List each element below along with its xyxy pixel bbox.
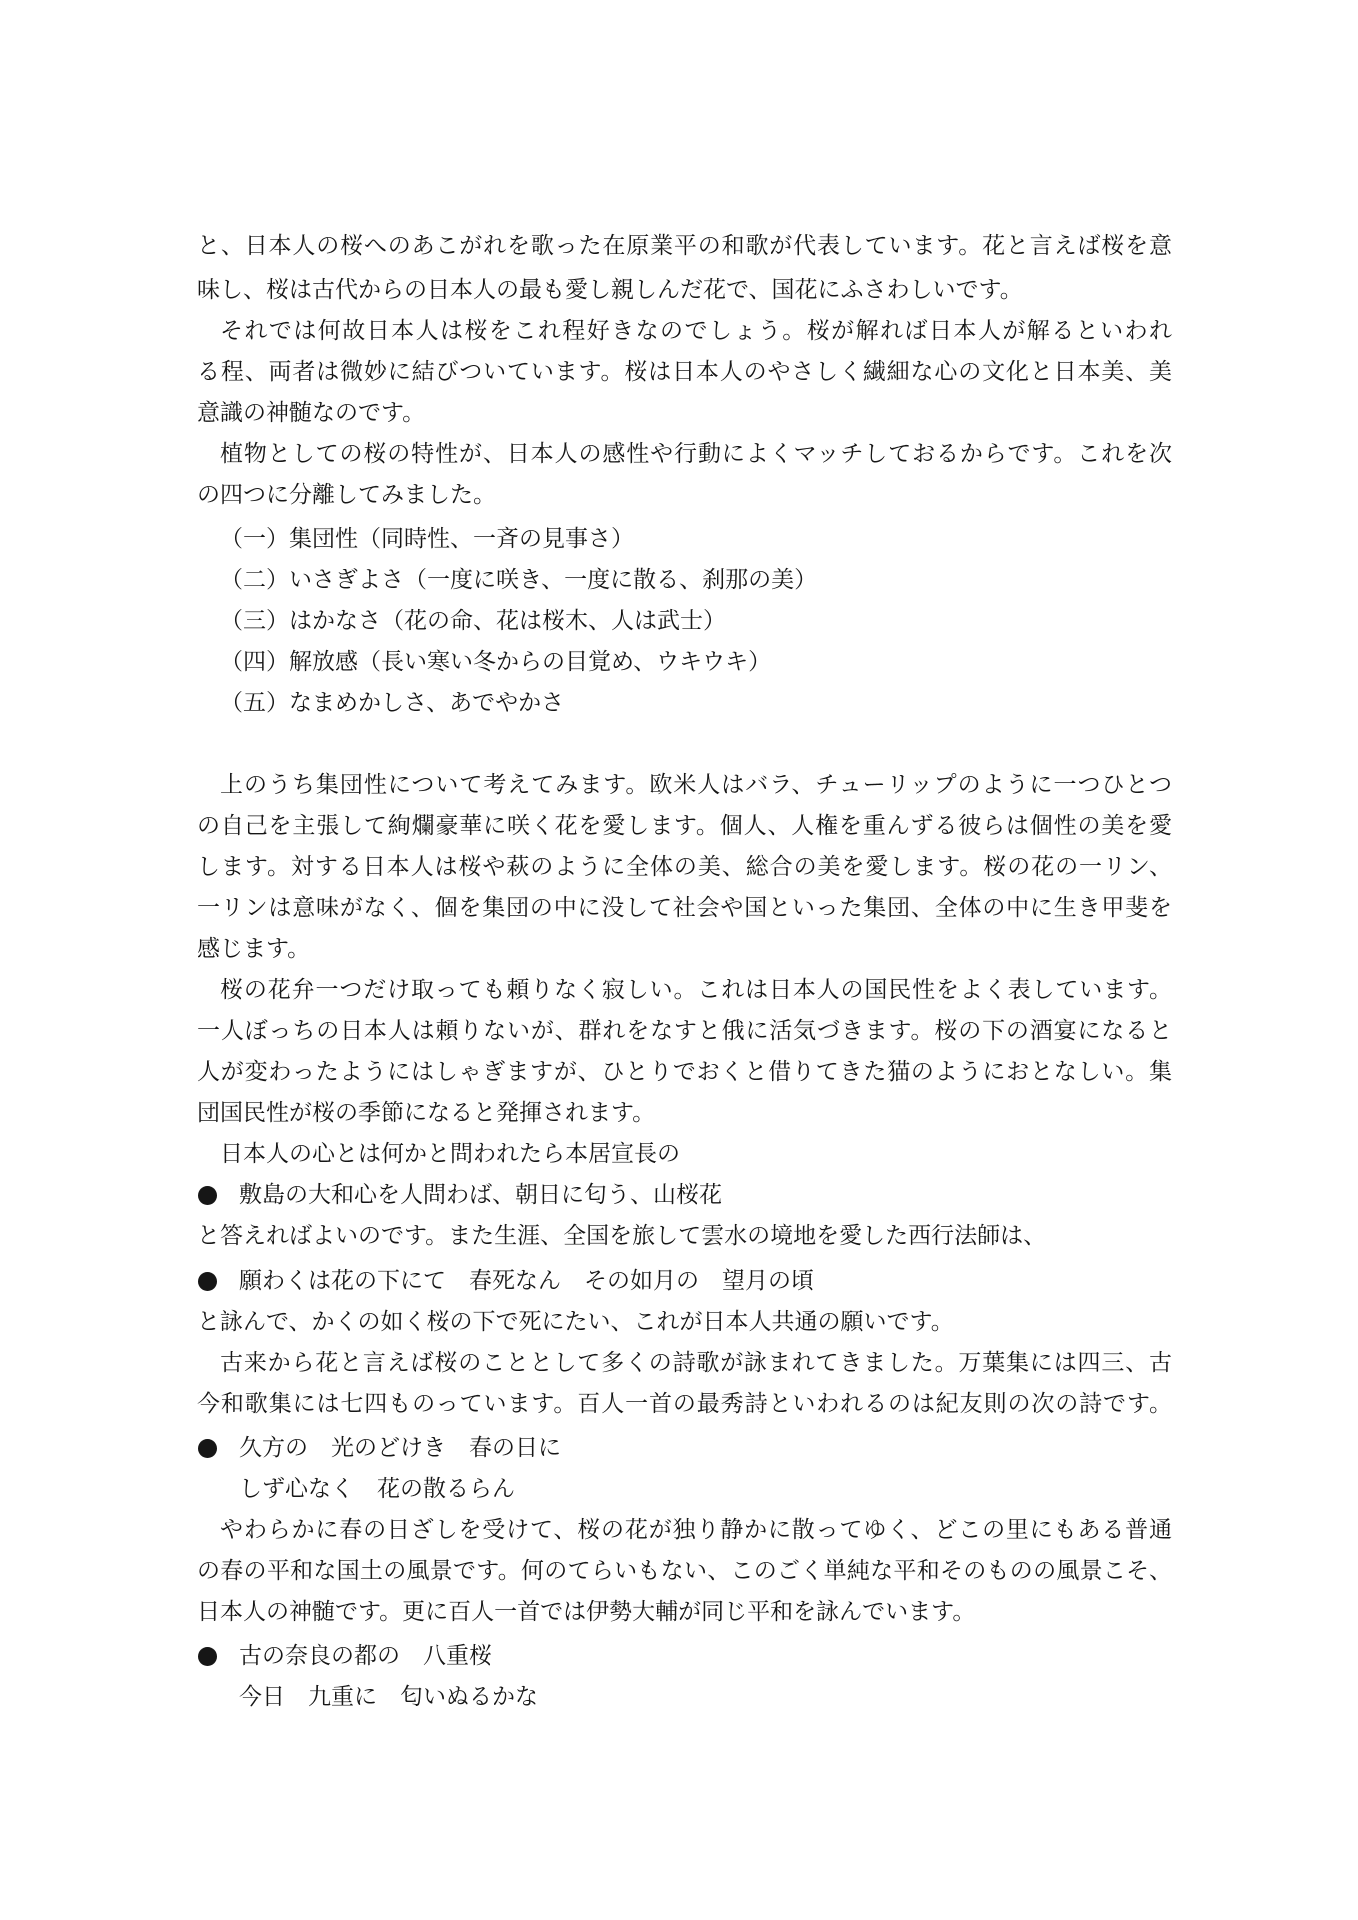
text-line: 上のうち集団性について考えてみます。欧米人はバラ、チューリップのように一つひとつ [220, 772, 1172, 798]
text-line: 一リンは意味がなく、個を集団の中に没して社会や国といった集団、全体の中に生き甲斐を [197, 895, 1172, 921]
text-line: 今和歌集には七四ものっています。百人一首の最秀詩といわれるのは紀友則の次の詩です。 [197, 1391, 1172, 1417]
text-line: それでは何故日本人は桜をこれ程好きなのでしょう。桜が解れば日本人が解るといわれ [220, 318, 1173, 344]
text-line: 一人ぼっちの日本人は頼りないが、群れをなすと俄に活気づきます。桜の下の酒宴になると [197, 1018, 1172, 1044]
poem-saigyo [197, 1261, 1172, 1302]
poem-ise [197, 1636, 1172, 1718]
poem-line [197, 1636, 1172, 1677]
text-line: 感じます。 [197, 936, 311, 962]
paragraph-peace [197, 1510, 1172, 1633]
poem-text: 久方の 光のどけき 春の日に [239, 1435, 561, 1461]
paragraph-after-norinaga [197, 1216, 1172, 1257]
poem-line: 今日 九重に 匂いぬるかな [239, 1684, 538, 1710]
poem-text: 古の奈良の都の 八重桜 [239, 1643, 492, 1669]
text-line: と、日本人の桜へのあこがれを歌った在原業平の和歌が代表しています。花と言えば桜を意 [197, 233, 1172, 259]
text-line: の春の平和な国土の風景です。何のてらいもない、このごく単純な平和そのものの風景こそ、 [197, 1558, 1172, 1584]
poem-text: 敷島の大和心を人問わば、朝日に匂う、山桜花 [239, 1182, 722, 1208]
text-line: と答えればよいのです。また生涯、全国を旅して雲水の境地を愛した西行法師は、 [197, 1223, 1047, 1249]
poem-text: 願わくは花の下にて 春死なん その如月の 望月の頃 [239, 1268, 814, 1294]
text-line: の自己を主張して絢爛豪華に咲く花を愛します。個人、人権を重んずる彼らは個性の美を愛 [197, 813, 1172, 839]
text-line: 植物としての桜の特性が、日本人の感性や行動によくマッチしておるからです。これを次 [220, 441, 1172, 467]
poem-line: しず心なく 花の散るらん [239, 1476, 515, 1502]
bullet-icon [198, 1186, 217, 1205]
list-item: （四）解放感（長い寒い冬からの目覚め、ウキウキ） [220, 649, 772, 675]
text-line: 古来から花と言えば桜のこととして多くの詩歌が詠まれてきました。万葉集には四三、古 [220, 1350, 1172, 1376]
poem-tomonori [197, 1428, 1172, 1510]
bullet-icon [198, 1272, 217, 1291]
poem-line [197, 1428, 1172, 1469]
text-line: 人が変わったようにはしゃぎますが、ひとりでおくと借りてきた猫のようにおとなしい。集 [197, 1059, 1172, 1085]
paragraph-traits [197, 434, 1172, 516]
text-line: る程、両者は微妙に結びついています。桜は日本人のやさしく繊細な心の文化と日本美、美 [197, 359, 1172, 385]
poem-norinaga [197, 1175, 1172, 1216]
paragraph-kokin [197, 1343, 1172, 1425]
text-line: やわらかに春の日ざしを受けて、桜の花が独り静かに散ってゆく、どこの里にもある普通 [220, 1517, 1172, 1543]
list-item: （一）集団性（同時性、一斉の見事さ） [220, 526, 634, 552]
text-line: 日本人の心とは何かと問われたら本居宣長の [220, 1141, 680, 1167]
list-item: （二）いさぎよさ（一度に咲き、一度に散る、刹那の美） [220, 567, 818, 593]
text-line: の四つに分離してみました。 [197, 482, 496, 508]
bullet-icon [198, 1647, 217, 1666]
text-line: と詠んで、かくの如く桜の下で死にたい、これが日本人共通の願いです。 [197, 1309, 954, 1335]
document-body [197, 226, 1172, 1718]
poem-line [197, 1261, 1172, 1302]
text-line: 日本人の神髄です。更に百人一首では伊勢大輔が同じ平和を詠んでいます。 [197, 1599, 976, 1625]
bullet-icon [198, 1439, 217, 1458]
paragraph-heart [197, 1134, 1172, 1175]
poem-line [197, 1175, 1172, 1216]
text-line: 団国民性が桜の季節になると発揮されます。 [197, 1100, 656, 1126]
paragraph-intro [197, 226, 1172, 311]
text-line: 意識の神髄なのです。 [197, 400, 426, 426]
list-item: （三）はかなさ（花の命、花は桜木、人は武士） [220, 608, 726, 634]
text-line: 味し、桜は古代からの日本人の最も愛し親しんだ花で、国花にふさわしいです。 [197, 277, 1023, 303]
paragraph-why [197, 311, 1172, 434]
paragraph-group [197, 765, 1172, 970]
paragraph-after-saigyo [197, 1302, 1172, 1343]
text-line: 桜の花弁一つだけ取っても頼りなく寂しい。これは日本人の国民性をよく表しています。 [220, 977, 1172, 1003]
paragraph-petal [197, 970, 1172, 1134]
list-item: （五）なまめかしさ、あでやかさ [220, 690, 565, 716]
traits-list [197, 519, 1172, 724]
text-line: します。対する日本人は桜や萩のように全体の美、総合の美を愛します。桜の花の一リン、 [197, 854, 1172, 880]
